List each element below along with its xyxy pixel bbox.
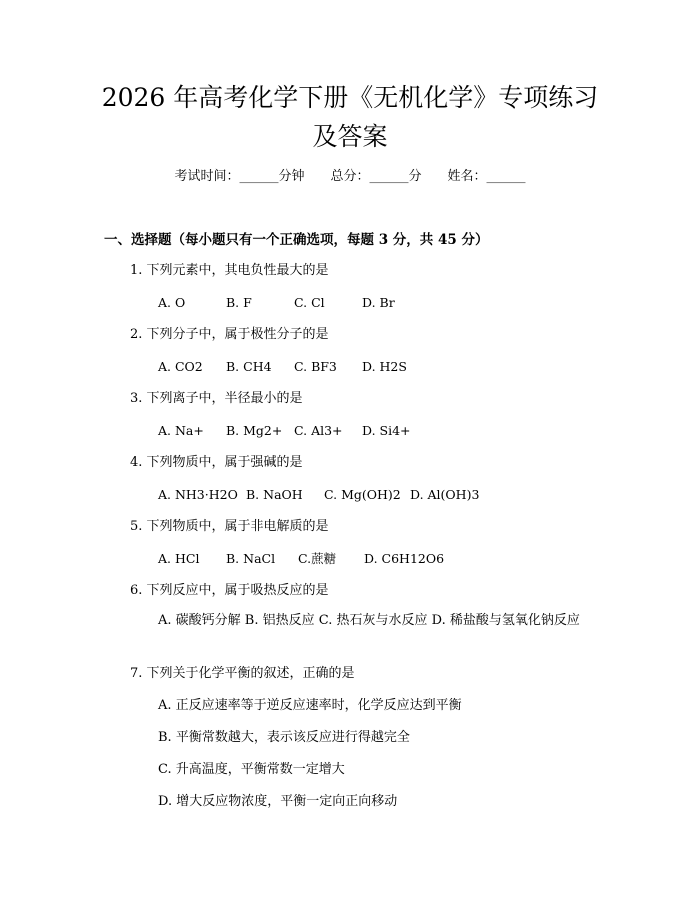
option: D. Br (362, 295, 395, 310)
option: D. Al(OH)3 (410, 487, 480, 502)
option: C.蔗糖 (298, 551, 337, 566)
question-stem: 3. 下列离子中，半径最小的是 (130, 391, 303, 406)
question-options (158, 550, 444, 568)
option: C. 升高温度，平衡常数一定增大 (158, 762, 345, 777)
option: B. Mg2+ (226, 423, 283, 438)
page-title (60, 78, 640, 156)
option: A. NH3·H2O (158, 487, 238, 502)
student-name-field: 姓名：______ (447, 169, 526, 184)
option: C. BF3 (294, 359, 337, 374)
question-options (158, 358, 407, 376)
option: B. NaOH (246, 487, 303, 502)
section-heading: 一、选择题（每小题只有一个正确选项，每题 3 分，共 45 分） (104, 232, 489, 248)
option: A. 正反应速率等于逆反应速率时，化学反应达到平衡 (158, 698, 462, 713)
question-stem: 2. 下列分子中，属于极性分子的是 (130, 327, 329, 342)
title-line-1: 2026 年高考化学下册《无机化学》专项练习 (101, 83, 599, 112)
question-stem: 4. 下列物质中，属于强碱的是 (130, 455, 303, 470)
option: B. 平衡常数越大，表示该反应进行得越完全 (158, 730, 410, 745)
option: B. CH4 (226, 359, 272, 374)
question-options (158, 422, 411, 440)
question-stem: 7. 下列关于化学平衡的叙述，正确的是 (130, 666, 355, 681)
exam-time-field: 考试时间：______分钟 (174, 169, 305, 184)
option: A. O (158, 295, 186, 310)
option: C. Cl (294, 295, 325, 310)
option: D. H2S (362, 359, 407, 374)
option: A. HCl (158, 551, 200, 566)
option: A. CO2 (158, 359, 203, 374)
question-stem: 6. 下列反应中，属于吸热反应的是 (130, 583, 329, 598)
option: B. F (226, 295, 252, 310)
question-options: A. 碳酸钙分解 B. 铝热反应 C. 热石灰与水反应 D. 稀盐酸与氢氧化钠反应 (158, 613, 580, 628)
option: C. Mg(OH)2 (324, 487, 401, 502)
option: B. NaCl (226, 551, 276, 566)
option: D. Si4+ (362, 423, 411, 438)
option: C. Al3+ (294, 423, 343, 438)
question-options (158, 294, 395, 312)
exam-meta (0, 168, 700, 186)
question-options (158, 486, 479, 504)
total-score-field: 总分：______分 (330, 169, 422, 184)
title-line-2: 及答案 (312, 122, 388, 151)
option: D. 增大反应物浓度，平衡一定向正向移动 (158, 794, 398, 809)
option: D. C6H12O6 (364, 551, 445, 566)
option: A. Na+ (158, 423, 204, 438)
question-stem: 5. 下列物质中，属于非电解质的是 (130, 519, 329, 534)
question-stem: 1. 下列元素中，其电负性最大的是 (130, 263, 329, 278)
